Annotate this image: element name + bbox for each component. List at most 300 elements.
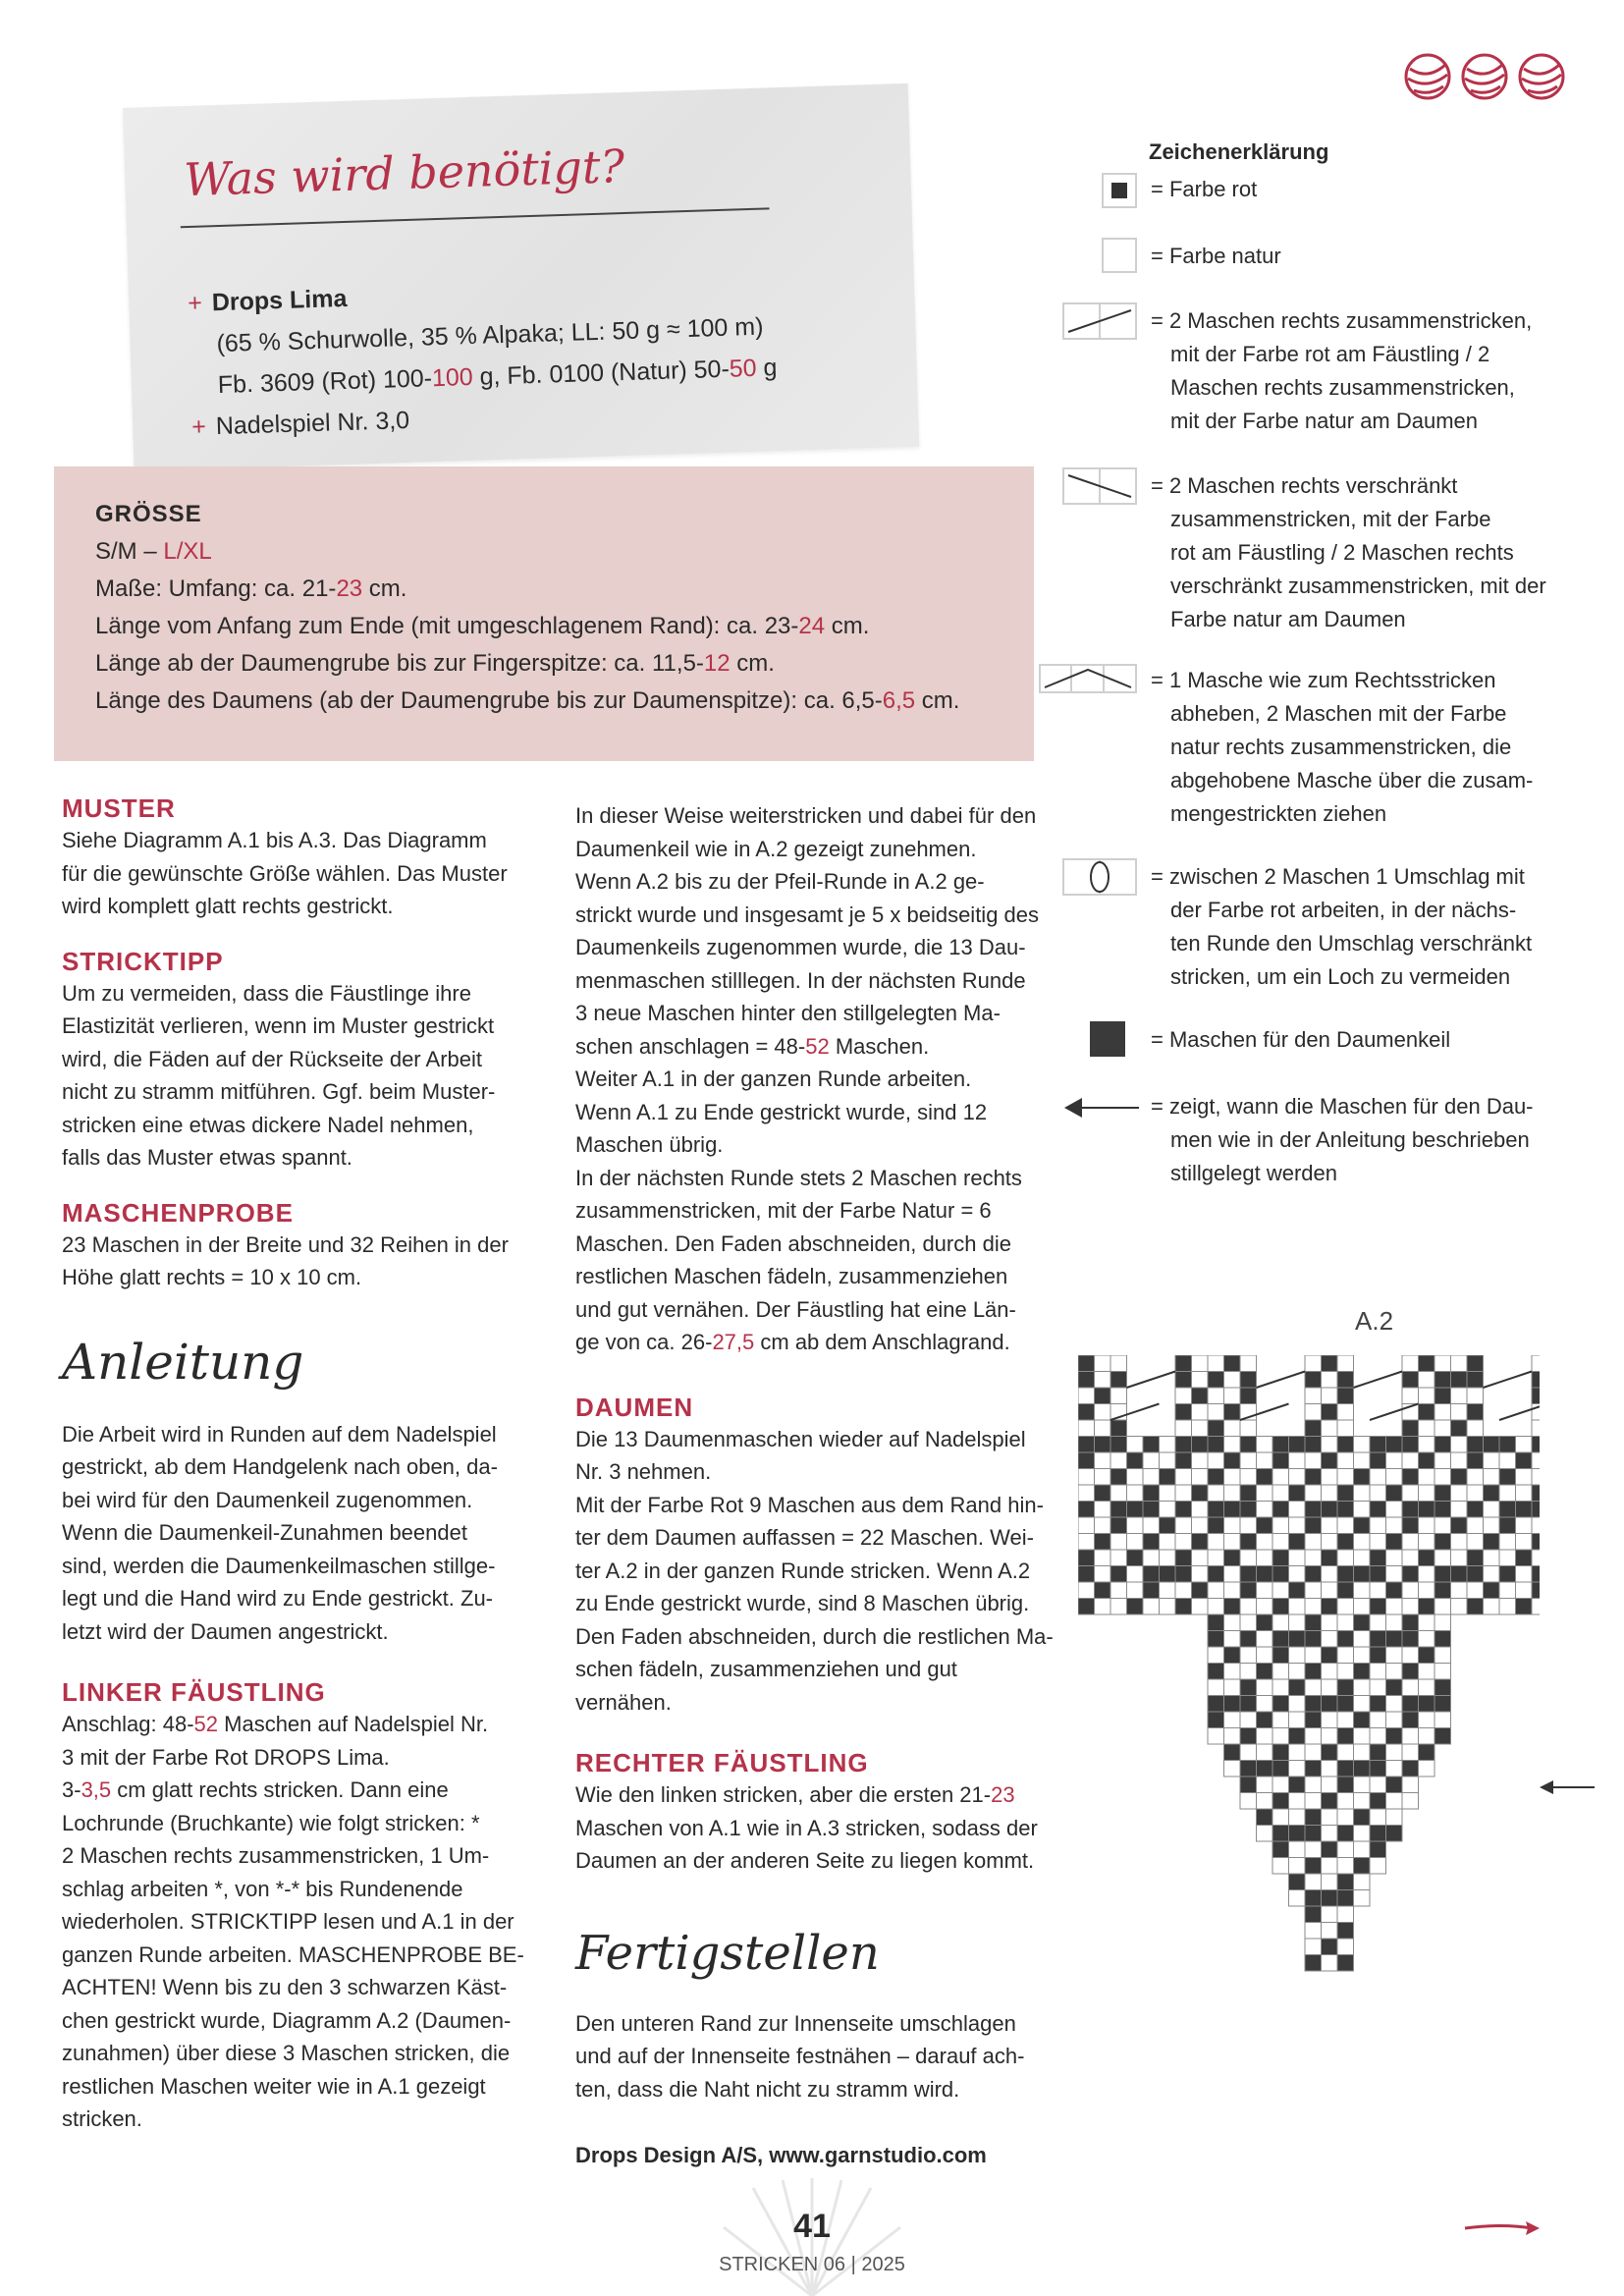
chart-cell [1095, 1469, 1111, 1486]
title-underline [181, 207, 770, 228]
chart-cell [1370, 1485, 1386, 1502]
chart-cell [1337, 1631, 1354, 1648]
chart-cell [1208, 1679, 1224, 1696]
chart-cell [1337, 1550, 1354, 1566]
chart-cell [1402, 1631, 1419, 1648]
chart-cell [1419, 1437, 1435, 1453]
chart-cell [1175, 1485, 1192, 1502]
chart-cell [1370, 1679, 1386, 1696]
chart-cell [1257, 1582, 1273, 1599]
chart-cell [1224, 1679, 1241, 1696]
chart-cell [1419, 1452, 1435, 1469]
chart-cell [1224, 1599, 1241, 1615]
chart-cell [1095, 1437, 1111, 1453]
chart-cell [1337, 1647, 1354, 1664]
chart-cell [1257, 1696, 1273, 1713]
chart-cell [1435, 1679, 1451, 1696]
chart-cell [1257, 1550, 1273, 1566]
chart-cell [1175, 1469, 1192, 1486]
chart-cell [1305, 1631, 1322, 1648]
chart-cell [1337, 1712, 1354, 1728]
chart-cell [1322, 1647, 1338, 1664]
chart-cell [1240, 1517, 1257, 1534]
chart-cell [1499, 1437, 1516, 1453]
chart-cell [1224, 1404, 1241, 1421]
chart-cell [1354, 1712, 1371, 1728]
chart-cell [1532, 1599, 1540, 1615]
chart-cell [1532, 1582, 1540, 1599]
chart-cell [1337, 1939, 1354, 1955]
chart-cell [1078, 1452, 1095, 1469]
chart-cell [1224, 1437, 1241, 1453]
chart-cell [1160, 1582, 1176, 1599]
continuation-text: In dieser Weise weiterstricken und dabei für den Daumenkeil wie in A.2 gezeigt zunehmen. Wenn A.2 bis zu der Pfeil-Runde in A.2 ge- strickt wurde und insgesamt je 5 x beidseitig des Daumenkeils zugenommen wurde, die 13 Dau- menmaschen stilllegen. In der nächsten Runde 3 neue Maschen hinter den stillgelegten Ma- schen anschlagen = 48-52 Maschen. Weiter A.1 in der ganzen Runde arbeiten. Wenn A.1 zu Ende gestrickt wurde, sind 12 Maschen übrig. In der nächsten Runde stets 2 Maschen rechts zusammenstricken, mit der Farbe Natur = 6 Maschen. Den Faden abschneiden, durch die restlichen Maschen fädeln, zusammenziehen und gut vernähen. Der Fäustling hat eine Län- ge von ca. 26-27,5 cm ab dem Anschlagrand. [575, 803, 1040, 1354]
chart-cell [1354, 1566, 1371, 1583]
chart-cell [1143, 1599, 1160, 1615]
chart-cell [1143, 1534, 1160, 1551]
chart-cell [1127, 1534, 1144, 1551]
chart-cell [1386, 1679, 1403, 1696]
chart-cell [1435, 1404, 1451, 1421]
chart-cell [1240, 1355, 1257, 1372]
chart-cell [1272, 1777, 1289, 1793]
chart-cell [1354, 1550, 1371, 1566]
chart-cell [1192, 1550, 1209, 1566]
chart-cell [1078, 1599, 1095, 1615]
chart-cell [1257, 1469, 1273, 1486]
chart-cell [1532, 1372, 1540, 1389]
chart-cell [1240, 1599, 1257, 1615]
chart-cell [1240, 1582, 1257, 1599]
chart-cell [1484, 1469, 1500, 1486]
chart-cell [1208, 1502, 1224, 1518]
chart-cell [1337, 1582, 1354, 1599]
yarn-colors: Fb. 3609 (Rot) 100-100 g, Fb. 0100 (Natur) 50-50 g [217, 354, 778, 400]
chart-cell [1272, 1485, 1289, 1502]
chart-cell [1175, 1550, 1192, 1566]
chart-cell [1322, 1452, 1338, 1469]
chart-cell [1370, 1582, 1386, 1599]
chart-cell [1110, 1452, 1127, 1469]
length-finger: Länge ab der Daumengrube bis zur Fingerspitze: ca. 11,5-12 cm. [95, 650, 775, 677]
chart-cell [1224, 1550, 1241, 1566]
chart-cell [1110, 1355, 1127, 1372]
chart-cell [1484, 1485, 1500, 1502]
chart-cell [1532, 1469, 1540, 1486]
chart-cell [1337, 1841, 1354, 1858]
chart-cell [1305, 1874, 1322, 1890]
chart-cell [1208, 1712, 1224, 1728]
chart-cell [1499, 1517, 1516, 1534]
chart-cell [1337, 1923, 1354, 1940]
chart-cell [1257, 1631, 1273, 1648]
chart-cell [1451, 1372, 1468, 1389]
chart-cell [1095, 1517, 1111, 1534]
chart-cell [1354, 1614, 1371, 1631]
chart-cell [1192, 1404, 1209, 1421]
chart-cell [1078, 1534, 1095, 1551]
chart-cell [1467, 1582, 1484, 1599]
chart-cell [1370, 1777, 1386, 1793]
chart-cell [1467, 1502, 1484, 1518]
yarn-name-line: + Drops Lima [187, 284, 348, 318]
chart-cell [1402, 1566, 1419, 1583]
chart-cell [1272, 1517, 1289, 1534]
chart-cell [1386, 1826, 1403, 1842]
chart-cell [1484, 1534, 1500, 1551]
chart-cell [1370, 1502, 1386, 1518]
chart-cell [1322, 1793, 1338, 1810]
chart-cell [1224, 1452, 1241, 1469]
chart-cell [1484, 1550, 1500, 1566]
chart-decrease-mark [1354, 1372, 1403, 1389]
chart-cell [1160, 1452, 1176, 1469]
chart-cell [1305, 1404, 1322, 1421]
chart-cell [1257, 1534, 1273, 1551]
chart-cell [1419, 1388, 1435, 1404]
chart-cell [1322, 1890, 1338, 1907]
chart-cell [1110, 1372, 1127, 1389]
chart-cell [1078, 1388, 1095, 1404]
materials-note [123, 83, 919, 471]
chart-cell [1322, 1874, 1338, 1890]
chart-cell [1337, 1566, 1354, 1583]
chart-cell [1532, 1485, 1540, 1502]
chart-cell [1175, 1517, 1192, 1534]
chart-cell [1451, 1502, 1468, 1518]
chart-cell [1354, 1485, 1371, 1502]
chart-cell [1484, 1452, 1500, 1469]
chart-cell [1322, 1420, 1338, 1437]
chart-cell [1419, 1614, 1435, 1631]
chart-cell [1322, 1437, 1338, 1453]
chart-cell [1257, 1614, 1273, 1631]
chart-cell [1419, 1761, 1435, 1777]
chart-cell [1467, 1566, 1484, 1583]
chart-cell [1127, 1485, 1144, 1502]
chart-cell [1354, 1777, 1371, 1793]
chart-cell [1224, 1614, 1241, 1631]
chart-cell [1532, 1566, 1540, 1583]
chart-cell [1257, 1761, 1273, 1777]
chart-cell [1127, 1582, 1144, 1599]
chart-cell [1532, 1517, 1540, 1534]
chart-cell [1110, 1420, 1127, 1437]
chart-decrease-mark [1257, 1372, 1306, 1389]
chart-cell [1208, 1372, 1224, 1389]
chart-cell [1272, 1728, 1289, 1745]
chart-cell [1402, 1437, 1419, 1453]
chart-cell [1272, 1712, 1289, 1728]
chart-cell [1370, 1647, 1386, 1664]
chart-cell [1289, 1485, 1306, 1502]
chart-cell [1451, 1437, 1468, 1453]
legend-red-square [1102, 173, 1137, 208]
k2tog-tbl-icon [1062, 467, 1137, 505]
legend-text-gusset: = Maschen für den Daumenkeil [1151, 1027, 1451, 1052]
chart-cell [1208, 1534, 1224, 1551]
chart-cell [1208, 1664, 1224, 1680]
daumen-heading: DAUMEN [575, 1392, 694, 1422]
daumen-text: Die 13 Daumenmaschen wieder auf Nadelspiel Nr. 3 nehmen. Mit der Farbe Rot 9 Maschen aus dem Rand hin- ter dem Daumen auffassen = 22 Maschen. Wei- ter A.2 in der ganzen Runde stricken. Wenn A.2 zu Ende gestrickt wurde, sind 8 Maschen übrig. Den Faden abschneiden, durch die restlichen Ma- schen fädeln, zusammenziehen und gut vernähen. [575, 1426, 1054, 1715]
chart-cell [1240, 1793, 1257, 1810]
chart-cell [1289, 1664, 1306, 1680]
chart-cell [1337, 1404, 1354, 1421]
probe-heading: MASCHENPROBE [62, 1197, 294, 1228]
chart-cell [1354, 1809, 1371, 1826]
chart-cell [1289, 1826, 1306, 1842]
chart-cell [1435, 1550, 1451, 1566]
chart-cell [1337, 1890, 1354, 1907]
chart-cell [1305, 1582, 1322, 1599]
chart-cell [1305, 1517, 1322, 1534]
tipp-text: Um zu vermeiden, dass die Fäustlinge ihre Elastizität verlieren, wenn im Muster gestrickt wird, die Fäden auf der Rückseite der Arbeit nicht zu stramm mitführen. Ggf. beim Muster- stricken eine etwas dickere Nadel nehmen, falls das Muster etwas spannt. [62, 980, 496, 1170]
chart-cell [1419, 1550, 1435, 1566]
chart-cell [1095, 1452, 1111, 1469]
chart-cell [1354, 1826, 1371, 1842]
chart-cell [1337, 1679, 1354, 1696]
probe-text: 23 Maschen in der Breite und 32 Reihen in der Höhe glatt rechts = 10 x 10 cm. [62, 1231, 509, 1289]
chart-cell [1208, 1469, 1224, 1486]
chart-cell [1435, 1485, 1451, 1502]
legend-text-arrow: = zeigt, wann die Maschen für den Dau- men wie in der Anleitung beschrieben stillgelegt werden [1151, 1094, 1534, 1185]
chart-cell [1435, 1388, 1451, 1404]
rechter-text: Wie den linken stricken, aber die ersten 21-23 Maschen von A.1 wie in A.3 stricken, sodass der Daumen an der anderen Seite zu liegen kommt. [575, 1782, 1038, 1873]
chart-cell [1127, 1452, 1144, 1469]
chart-cell [1240, 1550, 1257, 1566]
chart-cell [1078, 1469, 1095, 1486]
yarn-detail: (65 % Schurwolle, 35 % Alpaka; LL: 50 g ≈ 100 m) [216, 312, 764, 358]
chart-cell [1078, 1550, 1095, 1566]
chart-cell [1370, 1534, 1386, 1551]
size-heading: GRÖSSE [95, 501, 202, 527]
chart-cell [1305, 1890, 1322, 1907]
chart-cell [1354, 1517, 1371, 1534]
chart-cell [1289, 1582, 1306, 1599]
chart-cell [1402, 1744, 1419, 1761]
chart-cell [1257, 1728, 1273, 1745]
chart-cell [1078, 1355, 1095, 1372]
chart-cell [1272, 1452, 1289, 1469]
chart-cell [1192, 1517, 1209, 1534]
chart-cell [1192, 1420, 1209, 1437]
chart-cell [1467, 1404, 1484, 1421]
chart-cell [1370, 1550, 1386, 1566]
chart-cell [1110, 1550, 1127, 1566]
chart-cell [1402, 1777, 1419, 1793]
chart-cell [1143, 1582, 1160, 1599]
chart-cell [1337, 1437, 1354, 1453]
chart-cell [1160, 1485, 1176, 1502]
credit: Drops Design A/S, www.garnstudio.com [575, 2143, 987, 2167]
chart-cell [1143, 1485, 1160, 1502]
chart-cell [1402, 1696, 1419, 1713]
chart-cell [1175, 1599, 1192, 1615]
chart-cell [1419, 1582, 1435, 1599]
rechter-heading: RECHTER FÄUSTLING [575, 1748, 869, 1777]
chart-cell [1289, 1890, 1306, 1907]
chart-cell [1322, 1955, 1338, 1972]
chart-cell [1208, 1631, 1224, 1648]
chart-cell [1322, 1664, 1338, 1680]
chart-cell [1322, 1679, 1338, 1696]
chart-cell [1305, 1420, 1322, 1437]
chart-cell [1435, 1452, 1451, 1469]
chart-cell [1257, 1712, 1273, 1728]
chart-cell [1208, 1599, 1224, 1615]
chart-cell [1402, 1647, 1419, 1664]
chart-cell [1337, 1826, 1354, 1842]
chart-cell [1289, 1809, 1306, 1826]
chart-cell [1240, 1696, 1257, 1713]
chart-cell [1257, 1647, 1273, 1664]
chart-cell [1192, 1534, 1209, 1551]
circumference: Maße: Umfang: ca. 21-23 cm. [95, 575, 407, 602]
chart-cell [1337, 1761, 1354, 1777]
sizes: S/M – L/XL [95, 538, 212, 565]
chart-cell [1370, 1841, 1386, 1858]
needles-line: + Nadelspiel Nr. 3,0 [190, 406, 410, 441]
chart-cell [1175, 1534, 1192, 1551]
chart-cell [1484, 1517, 1500, 1534]
chart-cell [1208, 1485, 1224, 1502]
chart-cell [1272, 1841, 1289, 1858]
chart-cell [1289, 1793, 1306, 1810]
chart-cell [1337, 1664, 1354, 1680]
chart-cell [1305, 1599, 1322, 1615]
chart-cell [1305, 1696, 1322, 1713]
chart-cell [1532, 1502, 1540, 1518]
chart-cell [1305, 1728, 1322, 1745]
chart-cell [1305, 1826, 1322, 1842]
chart-cell [1499, 1550, 1516, 1566]
chart-cell [1354, 1664, 1371, 1680]
chart-cell [1305, 1923, 1322, 1940]
anleitung-text: Die Arbeit wird in Runden auf dem Nadelspiel gestrickt, ab dem Handgelenk nach oben, da- bei wird für den Daumenkeil zugenommen. Wenn die Daumenkeil-Zunahmen beendet sind, werden die Daumenkeilmaschen stillge- legt und die Hand wird zu Ende gestrickt. Zu- letzt wird der Daumen angestrickt. [62, 1421, 498, 1644]
chart-cell [1337, 1955, 1354, 1972]
chart-cell [1127, 1502, 1144, 1518]
chart-cell [1337, 1372, 1354, 1389]
chart-cell [1224, 1728, 1241, 1745]
chart-cell [1272, 1744, 1289, 1761]
chart-cell [1419, 1502, 1435, 1518]
chart-cell [1208, 1696, 1224, 1713]
chart-cell [1305, 1809, 1322, 1826]
chart-cell [1419, 1679, 1435, 1696]
chart-cell [1078, 1502, 1095, 1518]
chart-cell [1143, 1437, 1160, 1453]
chart-cell [1435, 1614, 1451, 1631]
chart-cell [1305, 1647, 1322, 1664]
chart-cell [1224, 1372, 1241, 1389]
chart-cell [1451, 1355, 1468, 1372]
chart-cell [1224, 1469, 1241, 1486]
muster-heading: MUSTER [62, 793, 176, 823]
chart-cell [1127, 1550, 1144, 1566]
chart-cell [1272, 1858, 1289, 1875]
chart-cell [1386, 1793, 1403, 1810]
chart-cell [1499, 1502, 1516, 1518]
chart-cell [1224, 1744, 1241, 1761]
chart-cell [1322, 1826, 1338, 1842]
chart-cell [1175, 1582, 1192, 1599]
chart-cell [1451, 1452, 1468, 1469]
chart-cell [1224, 1420, 1241, 1437]
chart-cell [1289, 1761, 1306, 1777]
chart-cell [1386, 1550, 1403, 1566]
next-page-arrow-icon[interactable] [1463, 2217, 1542, 2239]
chart-cell [1354, 1744, 1371, 1761]
chart-cell [1240, 1534, 1257, 1551]
chart-cell [1078, 1372, 1095, 1389]
chart-cell [1386, 1582, 1403, 1599]
chart-cell [1337, 1517, 1354, 1534]
chart-cell [1257, 1744, 1273, 1761]
chart-cell [1354, 1696, 1371, 1713]
legend-text-double-decrease: = 1 Masche wie zum Rechtsstricken abheben, 2 Maschen mit der Farbe natur rechts zusammenstricken, die abgehobene Masche über die zusam- mengestrickten ziehen [1151, 668, 1534, 826]
chart-cell [1322, 1906, 1338, 1923]
chart-cell [1337, 1744, 1354, 1761]
chart-cell [1192, 1437, 1209, 1453]
chart-cell [1289, 1631, 1306, 1648]
chart-cell [1337, 1793, 1354, 1810]
chart-cell [1208, 1566, 1224, 1583]
chart-cell [1386, 1469, 1403, 1486]
chart-cell [1095, 1404, 1111, 1421]
chart-cell [1402, 1664, 1419, 1680]
chart-cell [1175, 1404, 1192, 1421]
chart-cell [1208, 1550, 1224, 1566]
chart-cell [1419, 1744, 1435, 1761]
column-left [62, 793, 535, 2136]
chart-cell [1370, 1614, 1386, 1631]
chart-cell [1160, 1566, 1176, 1583]
chart-cell [1143, 1566, 1160, 1583]
chart-cell [1289, 1599, 1306, 1615]
chart-cell [1160, 1502, 1176, 1518]
k2tog-icon [1062, 302, 1137, 340]
chart-cell [1499, 1566, 1516, 1583]
chart-cell [1402, 1355, 1419, 1372]
anleitung-heading: Anleitung [62, 1333, 304, 1391]
chart-cell [1143, 1469, 1160, 1486]
chart-cell [1435, 1566, 1451, 1583]
chart-cell [1402, 1550, 1419, 1566]
chart-cell [1240, 1452, 1257, 1469]
chart-cell [1419, 1517, 1435, 1534]
chart-cell [1322, 1614, 1338, 1631]
legend-text-k2tog-tbl: = 2 Maschen rechts verschränkt zusammenstricken, mit der Farbe rot am Fäustling / 2 Maschen rechts verschränkt zusammenstricken, mit der Farbe natur am Daumen [1151, 473, 1546, 631]
chart-cell [1402, 1502, 1419, 1518]
chart-cell [1532, 1534, 1540, 1551]
chart-cell [1337, 1534, 1354, 1551]
chart-cell [1435, 1696, 1451, 1713]
chart-cell [1110, 1388, 1127, 1404]
chart-cell [1402, 1420, 1419, 1437]
chart-cell [1160, 1550, 1176, 1566]
chart-cell [1240, 1777, 1257, 1793]
chart-cell [1160, 1437, 1176, 1453]
chart-cell [1435, 1728, 1451, 1745]
chart-cell [1289, 1679, 1306, 1696]
chart-cell [1322, 1534, 1338, 1551]
chart-cell [1386, 1761, 1403, 1777]
chart-cell [1240, 1502, 1257, 1518]
chart-cell [1419, 1566, 1435, 1583]
chart-cell [1467, 1437, 1484, 1453]
chart-cell [1240, 1469, 1257, 1486]
chart-cell [1322, 1404, 1338, 1421]
